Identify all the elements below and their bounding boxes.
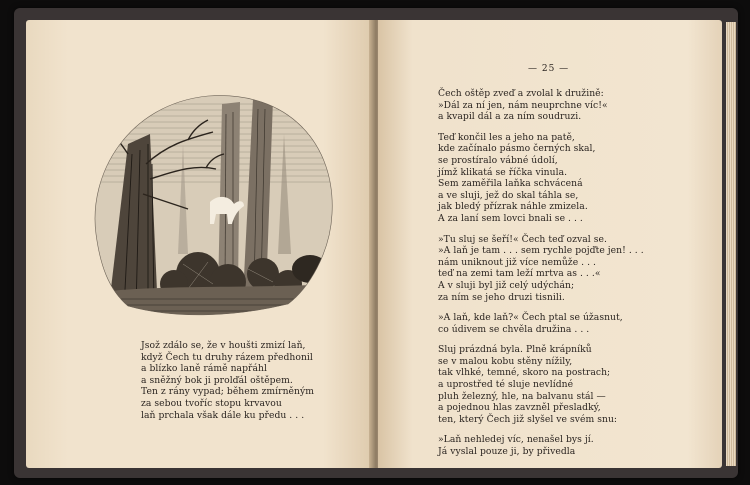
right-page-verse xyxy=(438,88,644,467)
stanza xyxy=(438,312,644,335)
right-page xyxy=(378,20,722,468)
page-edges xyxy=(726,22,736,466)
forest-vignette-illustration xyxy=(88,84,336,324)
verse-line: Sem zaměřila laňka schvácená xyxy=(438,178,583,190)
verse-line: pluh železný, hle, na balvanu stál — xyxy=(438,390,606,402)
verse-line: Sluj prázdná byla. Plně krápníků xyxy=(438,344,592,356)
stanza xyxy=(438,132,644,225)
verse-line: laň prchala však dále ku předu . . . xyxy=(141,409,305,421)
verse-line: A za laní sem lovci bnali se . . . xyxy=(438,212,583,224)
verse-line: a ve sluji, jež do skal táhla se, xyxy=(438,189,579,201)
verse-line: Já vyslal pouze ji, by přivedla xyxy=(438,446,576,458)
verse-line: se prostíralo vábné údolí, xyxy=(438,154,558,166)
open-book xyxy=(14,8,738,478)
stanza xyxy=(438,344,644,425)
verse-line: a kvapil dál a za ním soudruzi. xyxy=(438,111,582,123)
stanza xyxy=(438,434,644,457)
verse-line: ten, který Čech již slyšel ve svém snu: xyxy=(438,413,618,425)
verse-line: jímž klikatá se říčka vinula. xyxy=(438,166,568,178)
verse-line: se v malou kobu stěny nížily, xyxy=(438,355,573,367)
verse-line: jak bledý přízrak náhle zmizela. xyxy=(438,201,588,213)
verse-line: a sněžný bok ji prolďál oštěpem. xyxy=(141,374,293,386)
verse-line: A v sluji byl již celý udýchán; xyxy=(438,279,575,291)
verse-line: za ním se jeho druzi tisnili. xyxy=(438,291,565,303)
page-number: — 25 — xyxy=(528,64,570,74)
verse-line: Čech oštěp zveď a zvolal k družině: xyxy=(438,88,604,99)
verse-line: teď na zemi tam leží mrtva as . . .« xyxy=(438,268,601,280)
verse-line: »Tu sluj se šeří!« Čech teď ozval se. xyxy=(438,233,607,245)
verse-line: a pojednou hlas zavzněl přesladký, xyxy=(438,402,601,414)
verse-line: »Laň nehledej víc, nenašel bys jí. xyxy=(438,434,594,446)
verse-line: když Čech tu druhy rázem předhonil xyxy=(141,351,313,363)
verse-line: a uprostřed té sluje nevlídné xyxy=(438,379,574,391)
verse-line: Teď končil les a jeho na patě, xyxy=(438,131,575,143)
verse-line: a blízko laně rámě napřáhl xyxy=(141,363,267,375)
left-page xyxy=(26,20,376,468)
verse-line: Ten z rány vypad; během zmírněným xyxy=(141,386,314,398)
verse-line: »A laň, kde laň?« Čech ptal se úžasnut, xyxy=(438,312,623,324)
verse-line: co údivem se chvěla družina . . . xyxy=(438,323,590,335)
verse-line: za sebou tvoříc stopu krvavou xyxy=(141,397,282,409)
verse-line: nám uniknout již více nemůže . . . xyxy=(438,256,597,268)
verse-line: »Dál za ní jen, nám neuprchne víc!« xyxy=(438,99,608,111)
left-page-verse xyxy=(141,340,314,421)
verse-line: »A laň je tam . . . sem rychle pojďte jen! . . . xyxy=(438,245,644,257)
verse-line: Jsož zdálo se, že v houšti zmizí laň, xyxy=(141,340,306,351)
stanza xyxy=(438,234,644,304)
stanza xyxy=(438,88,644,123)
verse-line: kde začínalo pásmo černých skal, xyxy=(438,143,596,155)
verse-line: tak vlhké, temné, skoro na postrach; xyxy=(438,367,611,379)
